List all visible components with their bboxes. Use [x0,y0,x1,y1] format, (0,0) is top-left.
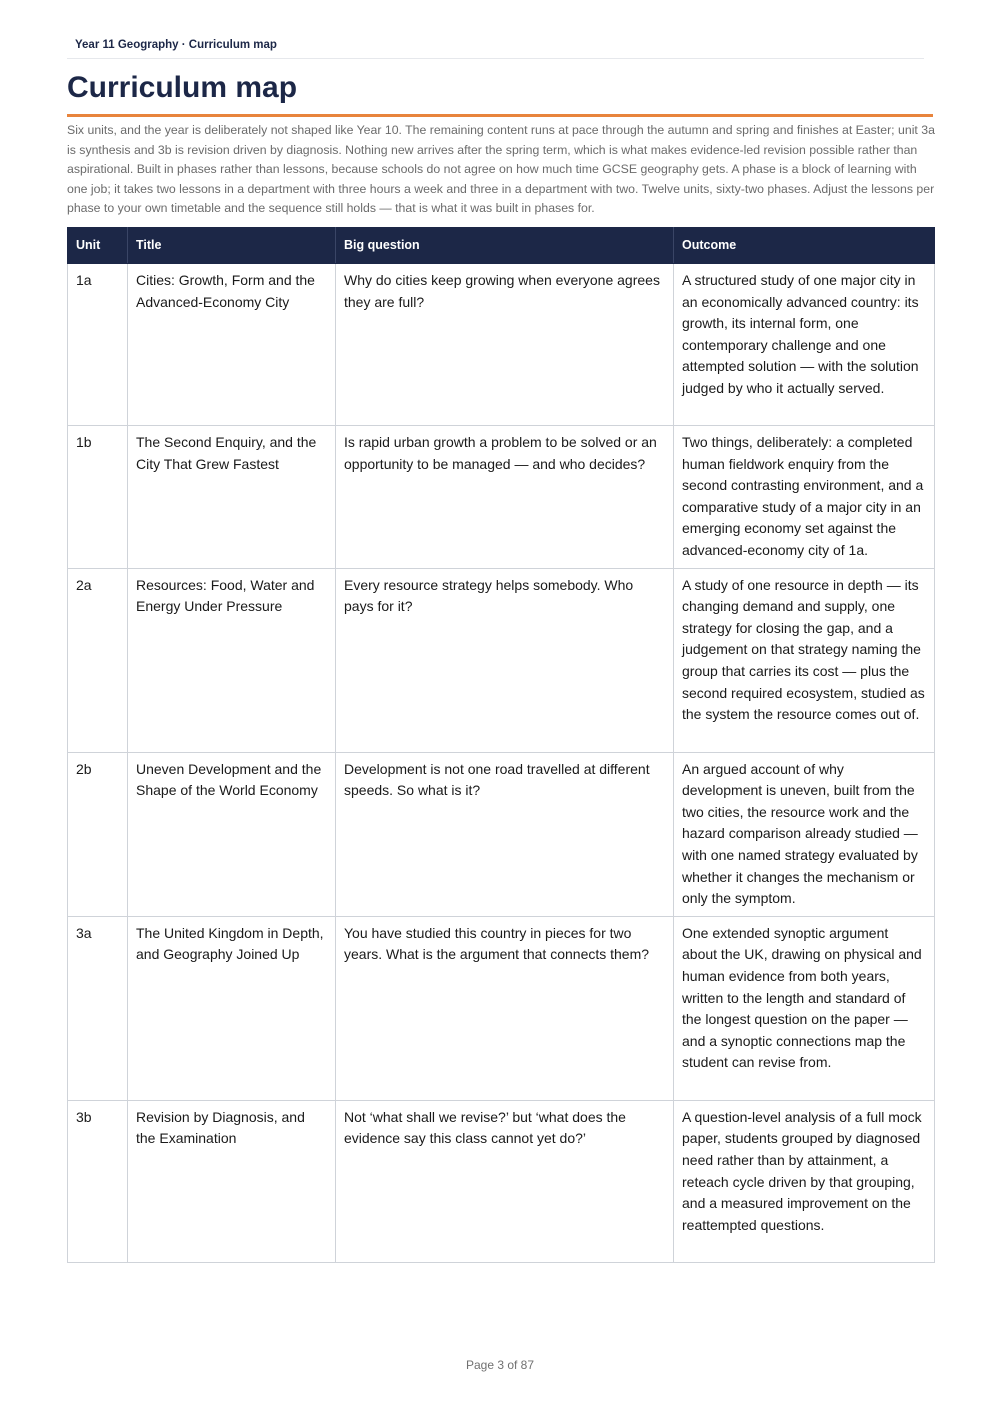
table-row [68,752,935,916]
outcome-cell: A study of one resource in depth — its changing demand and supply, one strategy for closing the gap, and a judgement on that strategy naming the group that carries its cost — plus the second required ecosystem, studied as the system the resource comes out of. [674,568,935,752]
unit-cell: 2a [68,568,128,752]
outcome-cell: An argued account of why development is uneven, built from the two cities, the resource work and the hazard comparison already studied — with one named strategy evaluated by whether it changes the mechanism or only the symptom. [674,752,935,916]
table-body [68,264,935,1263]
curriculum-table [67,227,935,1263]
big-question-cell: Is rapid urban growth a problem to be solved or an opportunity to be managed — and who decides? [336,426,674,569]
outcome-cell: Two things, deliberately: a completed human fieldwork enquiry from the second contrasting environment, and a comparative study of a major city in an emerging economy set against the advanced-economy city of 1a. [674,426,935,569]
big-question-cell: Development is not one road travelled at different speeds. So what is it? [336,752,674,916]
intro-paragraph: Six units, and the year is deliberately not shaped like Year 10. The remaining content runs at pace through the autumn and spring and finishes at Easter; unit 3a is synthesis and 3b is revision driven by diagnosis. Nothing new arrives after the spring term, which is what makes evidence-led revision possible rather than aspirational. Built in phases rather than lessons, because schools do not agree on how much time GCSE geography gets. A phase is a block of learning with one job; it takes two lessons in a department with three hours a week and three in a department with two. Twelve units, sixty-two phases. Adjust the lessons per phase to your own timetable and the sequence still holds — that is what it was built in phases for. [67,123,935,215]
unit-cell: 3b [68,1100,128,1262]
header-row [68,228,935,264]
title-cell: Uneven Development and the Shape of the World Economy [128,752,336,916]
page-title: Curriculum map [67,68,933,117]
table-header [68,228,935,264]
table-row [68,916,935,1100]
column-header-outcome: Outcome [674,228,935,264]
table-row [68,426,935,569]
unit-cell: 3a [68,916,128,1100]
unit-cell: 1a [68,264,128,426]
column-header-title: Title [128,228,336,264]
title-cell: The Second Enquiry, and the City That Grew Fastest [128,426,336,569]
unit-cell: 2b [68,752,128,916]
big-question-cell: Not ‘what shall we revise?’ but ‘what does the evidence say this class cannot yet do?’ [336,1100,674,1262]
title-cell: Resources: Food, Water and Energy Under Pressure [128,568,336,752]
outcome-cell: A structured study of one major city in an economically advanced country: its growth, its internal form, one contemporary challenge and one attempted solution — with the solution judged by who it actually served. [674,264,935,426]
running-header: Year 11 Geography · Curriculum map [67,36,924,59]
title-cell: Revision by Diagnosis, and the Examination [128,1100,336,1262]
column-header-unit: Unit [68,228,128,264]
big-question-cell: You have studied this country in pieces for two years. What is the argument that connects them? [336,916,674,1100]
table-row [68,264,935,426]
big-question-cell: Every resource strategy helps somebody. Who pays for it? [336,568,674,752]
page-number: Page 3 of 87 [465,1358,535,1372]
outcome-cell: A question-level analysis of a full mock paper, students grouped by diagnosed need rather than by attainment, a reteach cycle driven by that grouping, and a measured improvement on the reattempted questions. [674,1100,935,1262]
title-cell: The United Kingdom in Depth, and Geography Joined Up [128,916,336,1100]
column-header-big-question: Big question [336,228,674,264]
big-question-cell: Why do cities keep growing when everyone agrees they are full? [336,264,674,426]
table-row [68,568,935,752]
unit-cell: 1b [68,426,128,569]
title-cell: Cities: Growth, Form and the Advanced-Economy City [128,264,336,426]
outcome-cell: One extended synoptic argument about the UK, drawing on physical and human evidence from both years, written to the length and standard of the longest question on the paper — and a synoptic connections map the student can revise from. [674,916,935,1100]
table-row [68,1100,935,1262]
